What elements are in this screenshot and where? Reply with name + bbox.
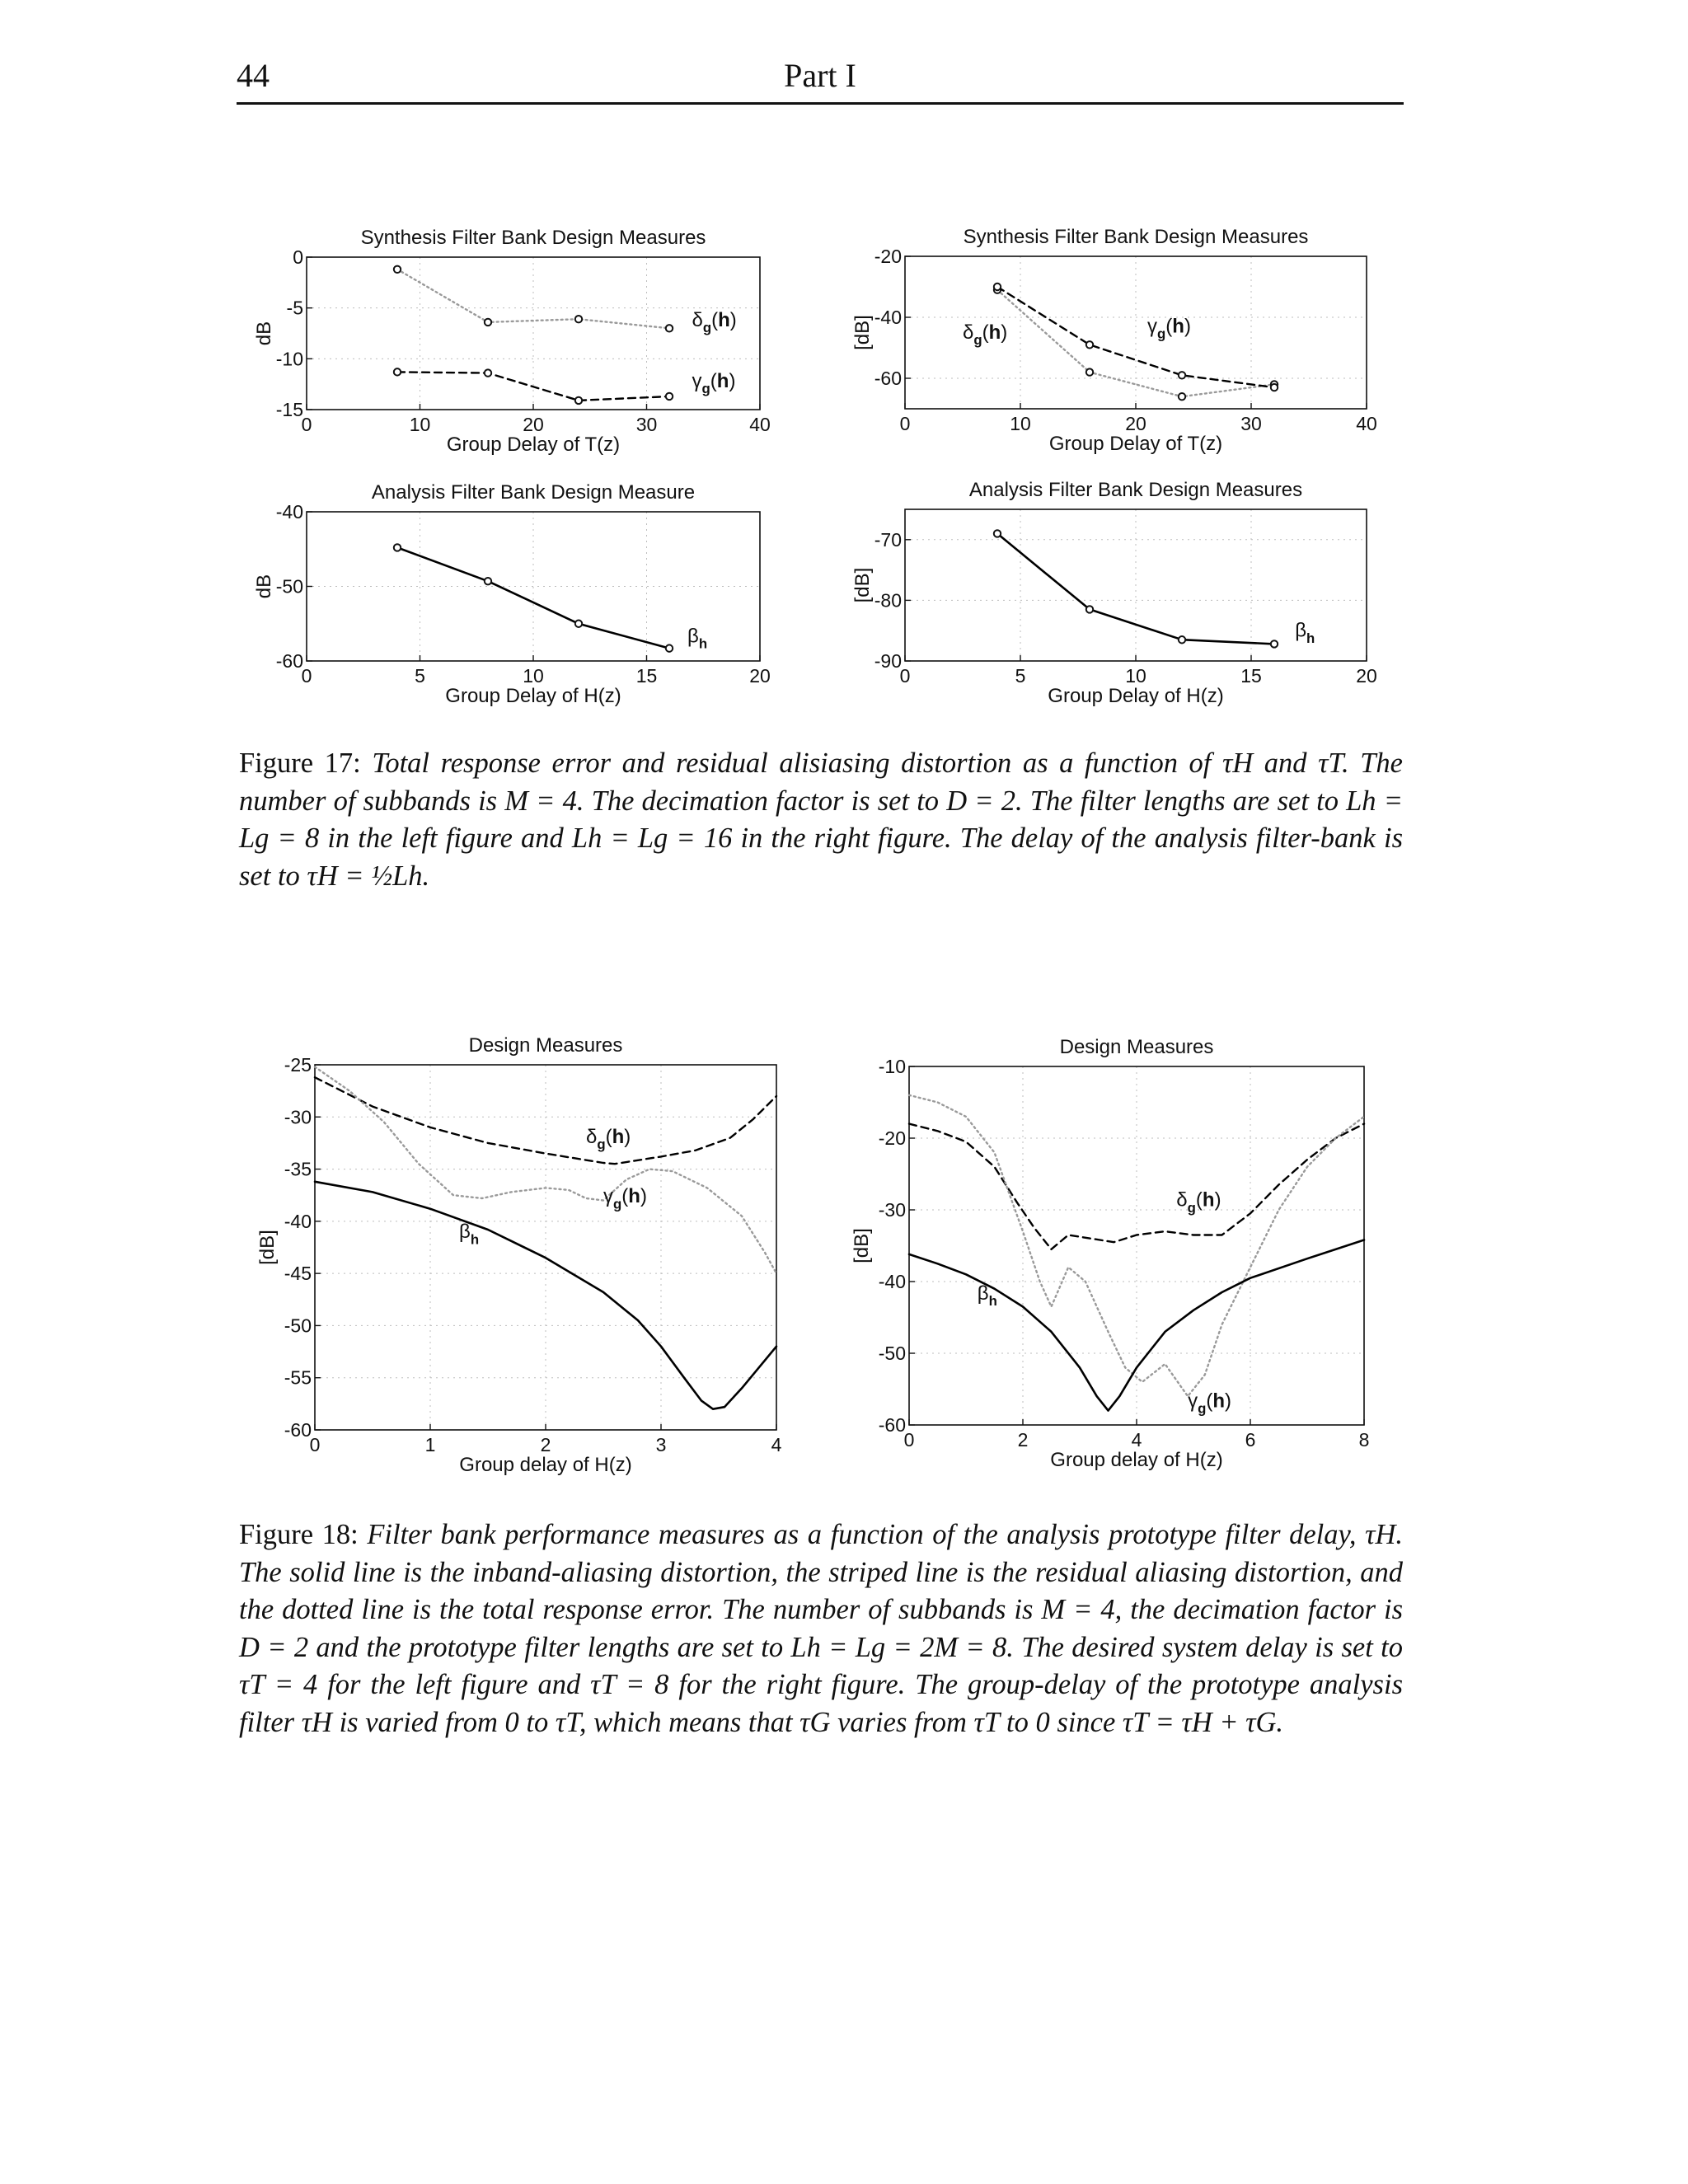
x-tick-label: 0 xyxy=(301,665,312,687)
x-axis-label: Group Delay of T(z) xyxy=(446,434,621,456)
series-label: $\beta_h$ xyxy=(459,1221,480,1248)
y-tick-label: -40 xyxy=(275,501,303,523)
data-point xyxy=(394,544,401,551)
data-point xyxy=(1179,393,1185,400)
series-line xyxy=(315,1077,776,1164)
data-point xyxy=(394,368,401,375)
x-tick-label: 3 xyxy=(655,1434,667,1455)
series-label: $\delta_g(h)$ xyxy=(586,1125,631,1153)
x-tick-label: 15 xyxy=(635,665,658,687)
y-tick-label: -55 xyxy=(284,1366,312,1389)
data-point xyxy=(1179,636,1185,643)
y-tick-label: -60 xyxy=(275,650,303,672)
figure-18-text: Filter bank performance measures as a function of the analysis prototype filter delay, τH. The solid line is the inband-aliasing distortion, the striped line is the residual aliasing distortion, and the dotted line is the total response error. The number of subbands is M = 4, the decimation factor is D = 2 and the prototype filter lengths are set to Lh = Lg = 2M = 8. The desired system delay is set to τT = 4 for the left figure and τT = 8 for the right figure. The group-delay of the prototype analysis filter τH is varied from 0 to τT, which means that τG varies from τT to 0 since τT = τH + τG. xyxy=(239,1519,1404,1738)
y-tick-label: -40 xyxy=(874,307,902,328)
y-tick-label: -20 xyxy=(878,1127,906,1149)
x-tick-label: 20 xyxy=(749,665,771,687)
page-number: 44 xyxy=(237,57,270,94)
series-label: $\gamma_g(h)$ xyxy=(603,1185,647,1212)
y-tick-label: -30 xyxy=(878,1199,906,1221)
y-tick-label: -50 xyxy=(275,575,303,598)
y-tick-label: -50 xyxy=(878,1343,906,1364)
data-point xyxy=(1086,368,1093,375)
y-tick-label: -20 xyxy=(874,246,902,267)
data-point xyxy=(575,397,582,404)
x-tick-label: 40 xyxy=(1356,413,1377,434)
y-tick-label: -30 xyxy=(284,1106,312,1128)
x-axis-label: Group delay of H(z) xyxy=(459,1454,632,1476)
chart-f18-left xyxy=(256,1034,782,1476)
y-tick-label: -60 xyxy=(878,1414,906,1436)
y-tick-label: -15 xyxy=(275,399,303,420)
data-point xyxy=(575,316,582,322)
figure-17-label: Figure 17: xyxy=(239,748,361,779)
series-label: $\beta_h$ xyxy=(687,625,708,652)
chart-f17-analysis-left xyxy=(253,481,771,707)
x-tick-label: 4 xyxy=(771,1434,782,1455)
x-axis-label: Group delay of H(z) xyxy=(1050,1449,1223,1471)
x-tick-label: 10 xyxy=(1125,665,1146,687)
chart-f17-synth-right xyxy=(851,226,1377,455)
chart-f18-right xyxy=(851,1036,1369,1471)
x-tick-label: 0 xyxy=(301,414,312,435)
y-tick-label: -80 xyxy=(874,589,902,612)
y-tick-label: -90 xyxy=(874,650,902,672)
data-point xyxy=(994,530,1001,537)
y-axis-label: dB xyxy=(253,321,275,346)
data-point xyxy=(666,325,673,331)
x-tick-label: 20 xyxy=(1356,665,1377,687)
chart-title: Analysis Filter Bank Design Measure xyxy=(371,481,696,504)
x-axis-label: Group Delay of H(z) xyxy=(445,685,621,707)
x-tick-label: 4 xyxy=(1131,1429,1142,1451)
chart-title: Synthesis Filter Bank Design Measures xyxy=(360,227,706,249)
x-axis-label: Group Delay of H(z) xyxy=(1048,685,1224,707)
plot-frame xyxy=(315,1065,776,1430)
x-tick-label: 0 xyxy=(309,1434,321,1455)
figure-17-caption xyxy=(239,745,1403,895)
x-tick-label: 30 xyxy=(1240,413,1262,434)
y-tick-label: 0 xyxy=(293,246,303,268)
y-tick-label: -35 xyxy=(284,1158,312,1180)
y-tick-label: -40 xyxy=(284,1210,312,1232)
y-axis-label: [dB] xyxy=(851,567,874,603)
data-point xyxy=(485,319,491,326)
x-tick-label: 10 xyxy=(1010,413,1031,434)
chart-title: Analysis Filter Bank Design Measures xyxy=(968,479,1303,501)
data-point xyxy=(1271,640,1278,647)
y-tick-label: -10 xyxy=(275,348,303,370)
data-point xyxy=(1086,341,1093,348)
y-axis-label: dB xyxy=(253,574,275,599)
x-tick-label: 30 xyxy=(635,414,658,435)
x-tick-label: 2 xyxy=(1017,1429,1029,1451)
data-point xyxy=(485,578,491,584)
x-tick-label: 20 xyxy=(1125,413,1146,434)
chart-title: Synthesis Filter Bank Design Measures xyxy=(963,226,1309,248)
y-tick-label: -60 xyxy=(874,368,902,389)
chart-title: Design Measures xyxy=(1059,1036,1214,1058)
series-label: $\gamma_g(h)$ xyxy=(1147,315,1191,342)
series-label: $\gamma_g(h)$ xyxy=(692,369,736,397)
x-tick-label: 0 xyxy=(899,413,911,434)
series-label: $\delta_g(h)$ xyxy=(692,308,737,336)
x-tick-label: 2 xyxy=(540,1434,551,1455)
y-tick-label: -70 xyxy=(874,528,902,551)
y-tick-label: -10 xyxy=(878,1056,906,1077)
x-tick-label: 0 xyxy=(899,665,911,687)
data-point xyxy=(666,644,673,651)
x-tick-label: 15 xyxy=(1240,665,1262,687)
series-label: $\beta_h$ xyxy=(977,1282,997,1309)
series-label: $\delta_g(h)$ xyxy=(1176,1188,1221,1216)
x-tick-label: 1 xyxy=(424,1434,436,1455)
x-tick-label: 40 xyxy=(749,414,771,435)
y-tick-label: -60 xyxy=(284,1419,312,1441)
y-axis-label: [dB] xyxy=(851,315,874,350)
figure-18-caption xyxy=(239,1516,1403,1741)
x-tick-label: 20 xyxy=(523,414,544,435)
data-point xyxy=(485,369,491,376)
x-tick-label: 5 xyxy=(415,665,425,687)
y-tick-label: -40 xyxy=(878,1271,906,1292)
x-tick-label: 8 xyxy=(1358,1429,1370,1451)
data-point xyxy=(666,393,673,400)
x-tick-label: 10 xyxy=(523,665,544,687)
data-point xyxy=(1271,384,1278,391)
data-point xyxy=(394,266,401,273)
figure-18-label: Figure 18: xyxy=(239,1519,359,1550)
y-axis-label: [dB] xyxy=(851,1228,873,1263)
data-point xyxy=(994,284,1001,290)
data-point xyxy=(575,621,582,627)
figure-17-text: Total response error and residual alisiasing distortion as a function of τH and τT. The number of subbands is M = 4. The decimation factor is set to D = 2. The filter lengths are set to Lh = Lg = 8 in the left figure and Lh = Lg = 16 in the right figure. The delay of the analysis filter-bank is set to τH = ½Lh. xyxy=(239,748,1403,892)
y-tick-label: -25 xyxy=(284,1054,312,1076)
series-label: $\delta_g(h)$ xyxy=(963,321,1008,349)
chart-title: Design Measures xyxy=(468,1034,623,1057)
data-point xyxy=(1086,606,1093,612)
x-tick-label: 5 xyxy=(1015,665,1026,687)
chart-f17-synth-left xyxy=(253,227,771,456)
y-axis-label: [dB] xyxy=(256,1230,279,1265)
y-tick-label: -50 xyxy=(284,1315,312,1337)
series-label: $\beta_h$ xyxy=(1295,619,1315,646)
chart-f17-analysis-right xyxy=(851,479,1377,707)
x-tick-label: 10 xyxy=(409,414,431,435)
x-tick-label: 6 xyxy=(1245,1429,1256,1451)
x-axis-label: Group Delay of T(z) xyxy=(1048,433,1223,455)
x-tick-label: 0 xyxy=(903,1429,915,1451)
data-point xyxy=(1179,372,1185,378)
y-tick-label: -45 xyxy=(284,1263,312,1285)
y-tick-label: -5 xyxy=(286,297,303,319)
series-label: $\gamma_g(h)$ xyxy=(1188,1390,1232,1417)
running-head: Part I xyxy=(784,57,856,94)
